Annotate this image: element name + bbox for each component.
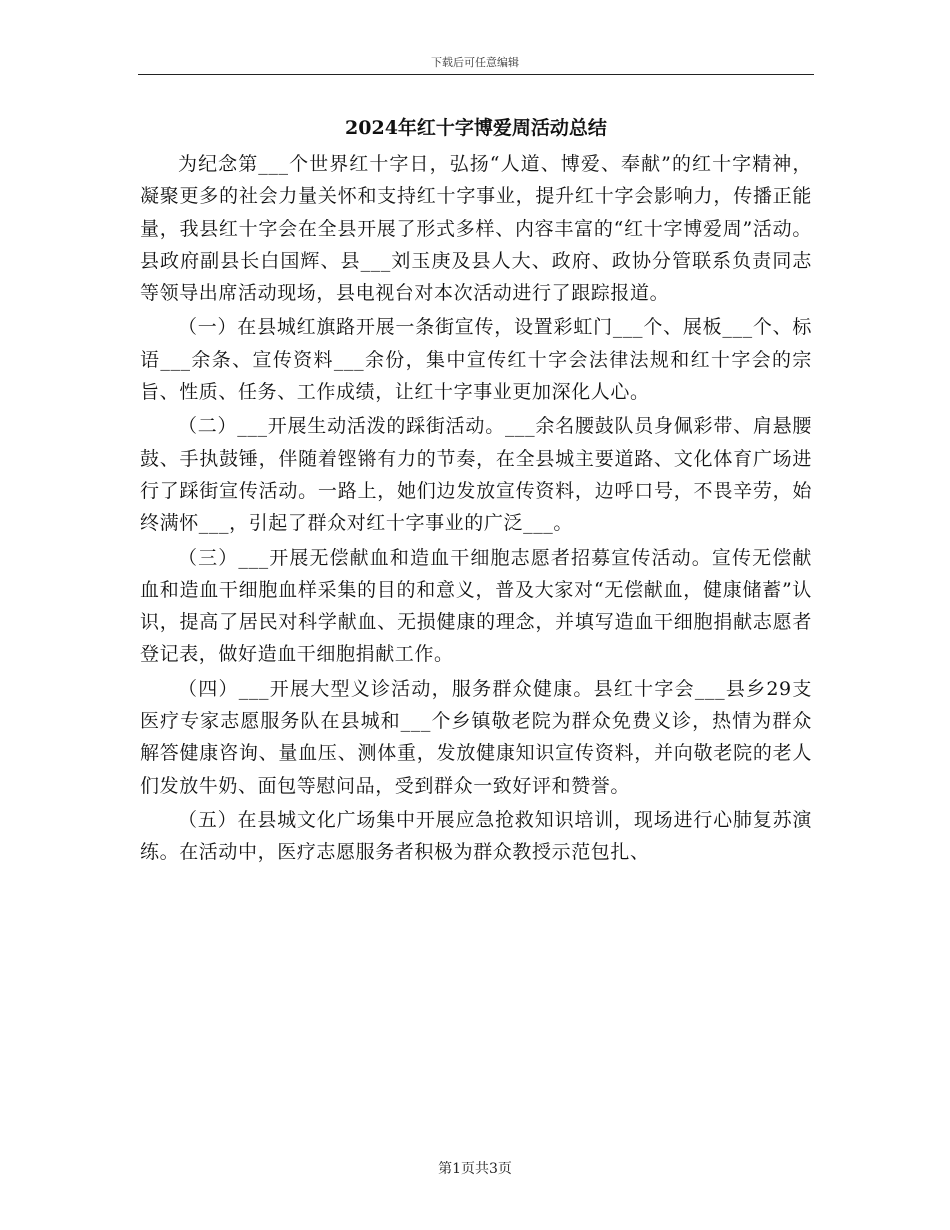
page-header-note: 下载后可任意编辑 — [431, 56, 519, 69]
paragraph-section-2: （二）___开展生动活泼的踩街活动。___余名腰鼓队员身佩彩带、肩悬腰鼓、手执鼓锤，伴随着铿锵有力的节奏，在全县城主要道路、文化体育广场进行了踩街宣传活动。一路上，她们边发放宣传资料，边呼口号，不畏辛劳，始终满怀___，引起了群众对红十字事业的广泛___。 — [140, 415, 812, 535]
paragraph-section-4: （四）___开展大型义诊活动，服务群众健康。县红十字会___县乡29支医疗专家志愿服务队在县城和___个乡镇敬老院为群众免费义诊，热情为群众解答健康咨询、量血压、测体重，发放健康知识宣传资料，并向敬老院的老人们发放牛奶、面包等慰问品，受到群众一致好评和赞誉。 — [140, 677, 812, 797]
paragraph-section-5: （五）在县城文化广场集中开展应急抢救知识培训，现场进行心肺复苏演练。在活动中，医疗志愿服务者积极为群众教授示范包扎、 — [140, 808, 812, 864]
page-number: 第1页共3页 — [438, 1161, 512, 1177]
paragraph-section-3: （三）___开展无偿献血和造血干细胞志愿者招募宣传活动。宣传无偿献血和造血干细胞血样采集的目的和意义，普及大家对“无偿献血，健康储蓄”认识，提高了居民对科学献血、无损健康的理念，并填写造血干细胞捐献志愿者登记表，做好造血干细胞捐献工作。 — [140, 546, 812, 666]
document-body — [140, 110, 812, 871]
paragraph-intro: 为纪念第___个世界红十字日，弘扬“人道、博爱、奉献”的红十字精神，凝聚更多的社会力量关怀和支持红十字事业，提升红十字会影响力，传播正能量，我县红十字会在全县开展了形式多样、内容丰富的“红十字博爱周”活动。县政府副县长白国辉、县___刘玉庚及县人大、政府、政协分管联系负责同志等领导出席活动现场，县电视台对本次活动进行了跟踪报道。 — [140, 153, 812, 305]
header-divider — [138, 74, 814, 75]
paragraph-section-1: （一）在县城红旗路开展一条街宣传，设置彩虹门___个、展板___个、标语___余条、宣传资料___余份，集中宣传红十字会法律法规和红十字会的宗旨、性质、任务、工作成绩，让红十字事业更加深化人心。 — [140, 316, 812, 404]
document-title: 2024年红十字博爱周活动总结 — [345, 117, 607, 139]
